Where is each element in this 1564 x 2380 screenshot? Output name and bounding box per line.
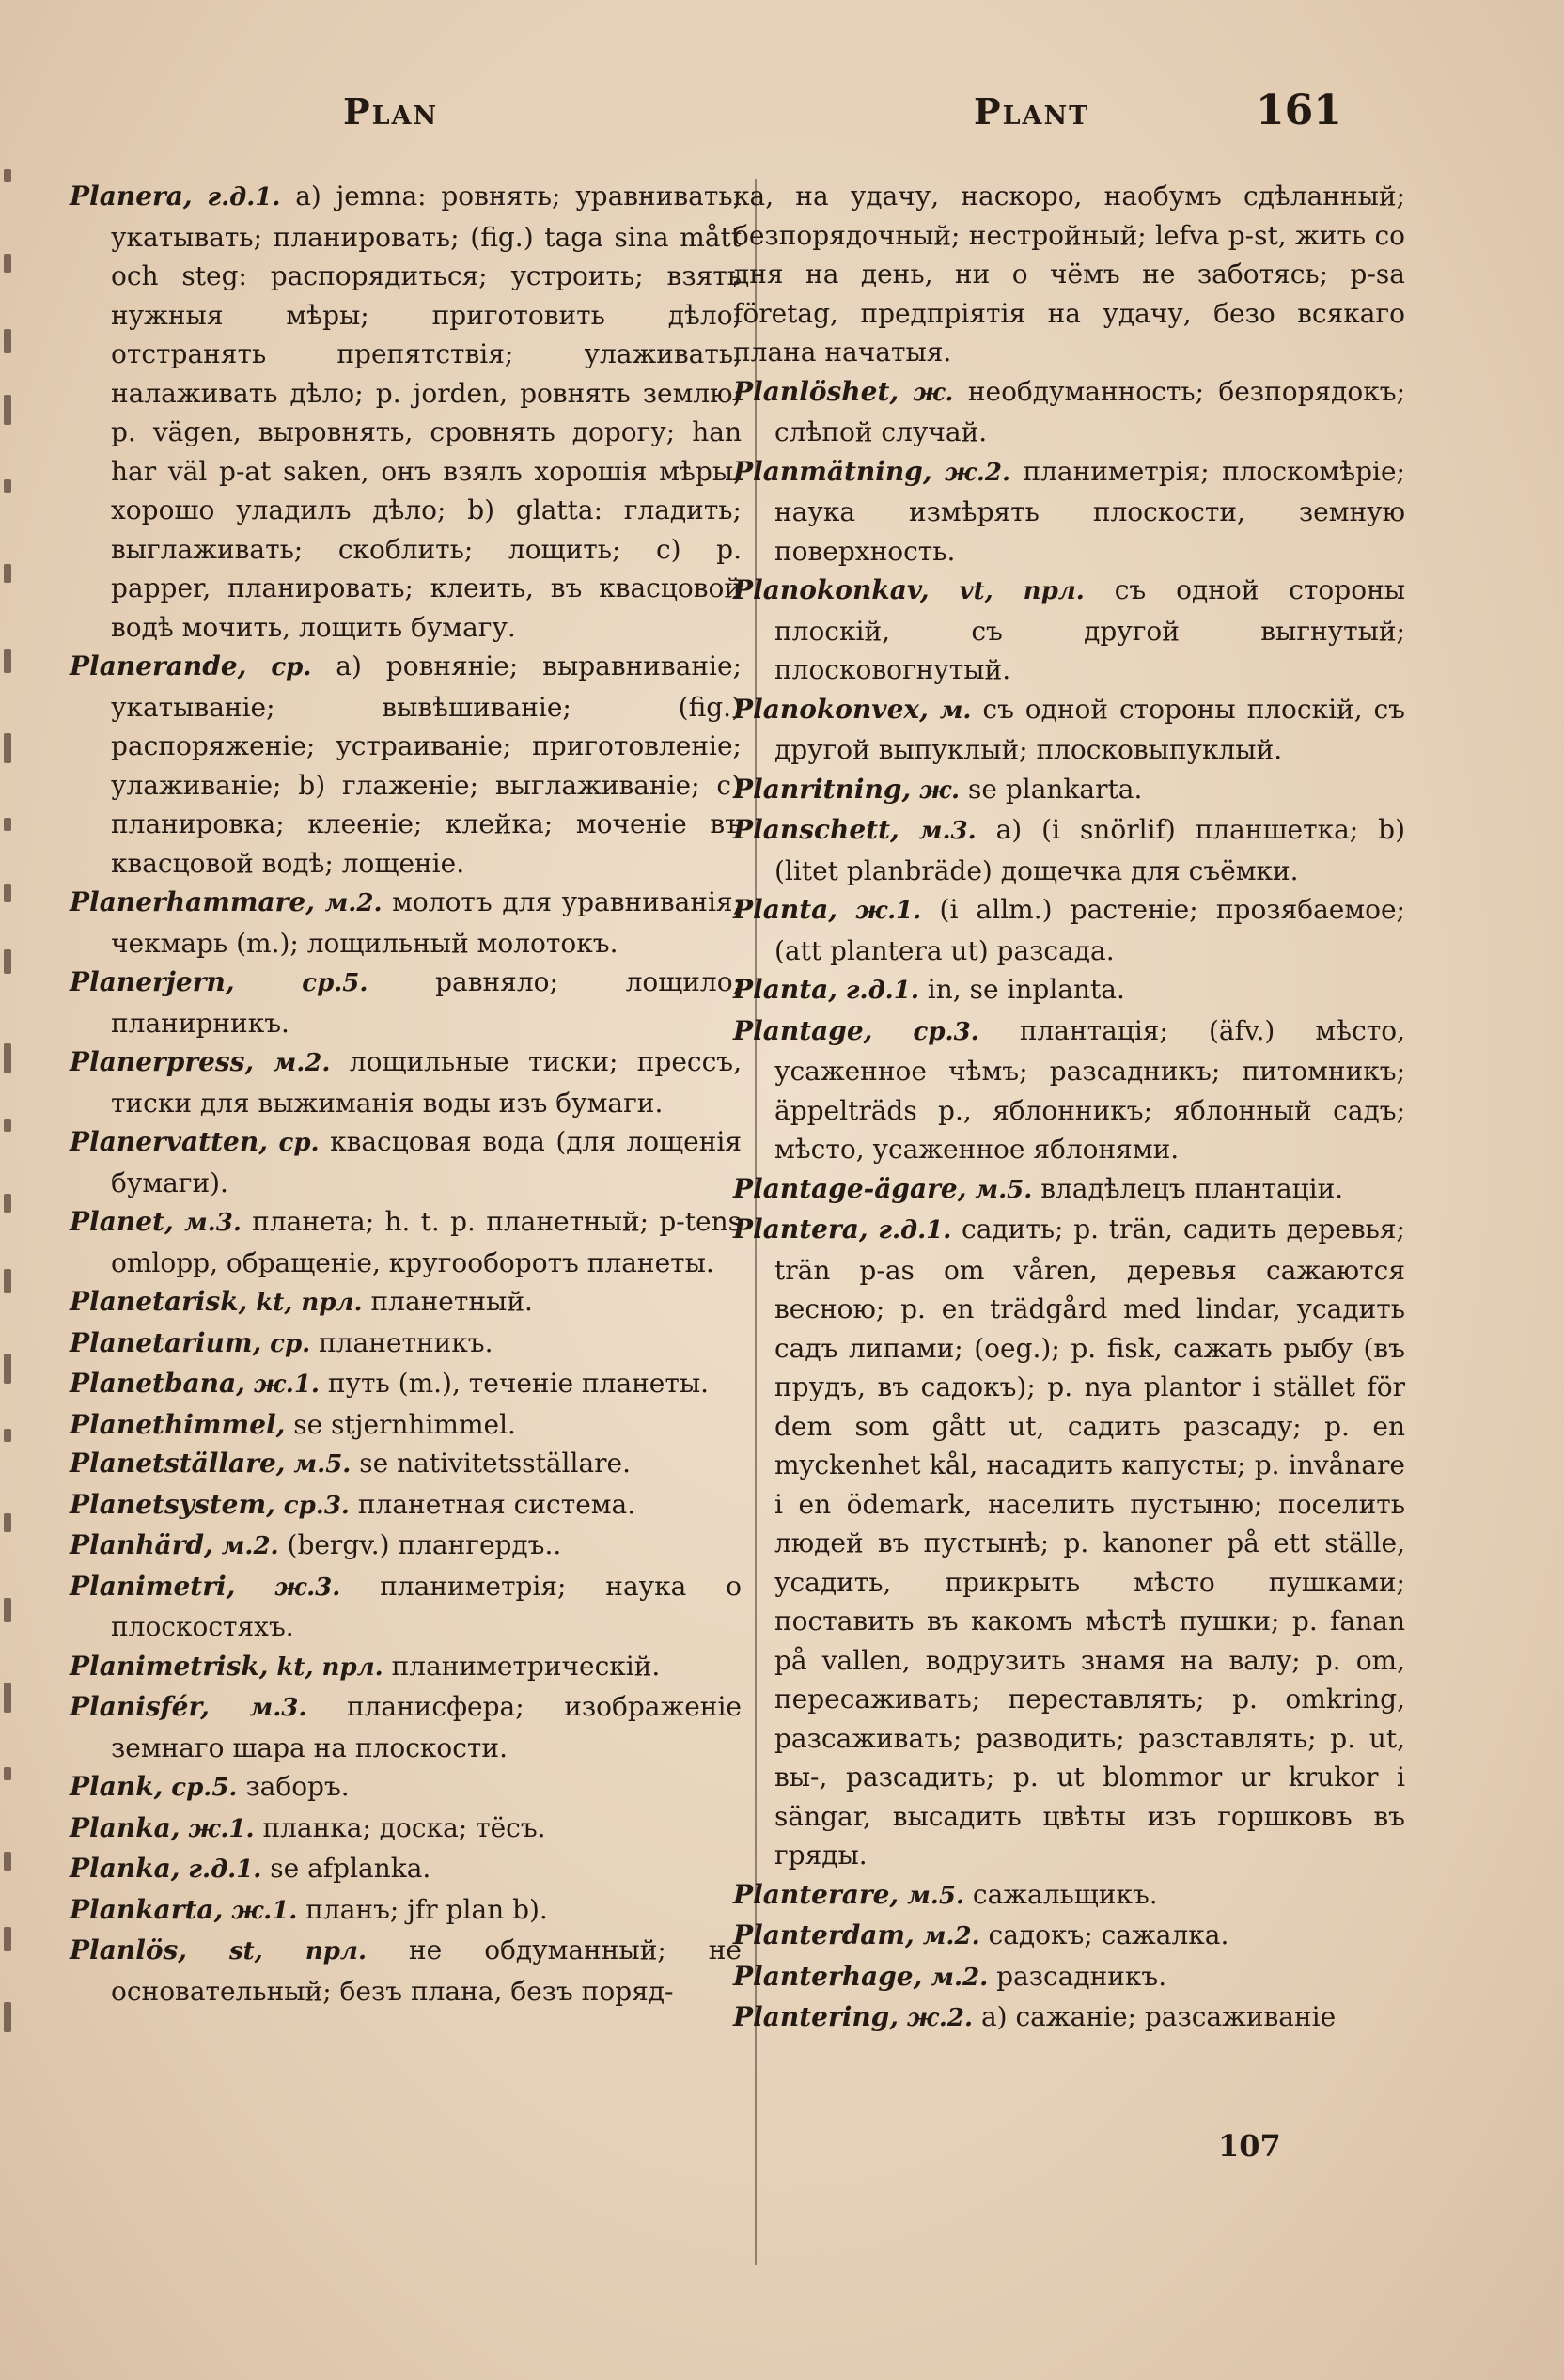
entry-definition: ка, на удачу, наскоро, наобумъ сдѣланный; безпорядочный; нестройный; lefva p-st, жить со дня на день, ни о чёмъ не заботясь; p-sa företag, предпріятія на удачу, безо всякаго плана начатыя. xyxy=(733,180,1405,368)
entry-definition: заборъ. xyxy=(245,1771,350,1802)
entry-headword: Planethimmel, xyxy=(70,1408,286,1440)
dictionary-entry xyxy=(733,1916,1405,1957)
edge-mark xyxy=(4,564,11,583)
edge-mark xyxy=(4,329,11,353)
entry-grammar: kt, прл. xyxy=(276,1652,383,1682)
entry-headword: Planerjern, xyxy=(70,966,235,997)
entry-grammar: м.5. xyxy=(907,1881,964,1910)
entry-headword: Planmätning, xyxy=(733,455,932,487)
dictionary-entry xyxy=(70,1890,742,1932)
entry-headword: Planisfér, xyxy=(70,1691,210,1722)
entry-definition: se stjernhimmel. xyxy=(293,1408,516,1440)
edge-mark xyxy=(4,395,11,425)
entry-grammar: м. xyxy=(939,696,972,725)
entry-headword: Plantera, xyxy=(733,1213,868,1245)
entry-headword: Plantering, xyxy=(733,2001,899,2032)
entry-definition: съ одной стороны плоскій, съ другой выгнутый; плосковогнутый. xyxy=(774,574,1406,685)
entry-grammar: ж.2. xyxy=(944,458,1011,487)
entry-grammar: м.3. xyxy=(918,817,977,845)
entry-grammar: ж.1. xyxy=(231,1896,298,1925)
entry-grammar: ж.2. xyxy=(906,2004,974,2032)
entry-definition: садить; p. trän, садить деревья; trän p-as om våren, деревья сажаются весною; p. en trädgård med lindar, усадить садъ липами; (oeg.); p. fisk, сажать рыбу (въ прудъ, въ садокъ); p. nya plantor i stället för dem som gått ut, садить разсаду; p. en myckenhet kål, насадить капусты; p. invånare i en ödemark, населить пустыню; поселить людей въ пустынѣ; p. kanoner på ett ställe, усадить, прикрыть мѣсто пушками; поставить въ какомъ мѣстѣ пушки; p. fanan på vallen, водрузить знамя на валу; p. om, пересаживать; переставлять; p. omkring, разсаживать; разводить; разставлять; p. ut, вы-, разсадить; p. ut blommor ur krukor i sängar, высадить цвѣты изъ горшковъ въ гряды. xyxy=(774,1213,1405,1871)
entry-definition: равняло; лощило; планирникъ. xyxy=(111,966,742,1039)
entry-definition: планиметрія; плоскомѣріе; наука измѣрять плоскости, земную поверхность. xyxy=(774,455,1405,567)
entry-grammar: г.д.1. xyxy=(188,1855,262,1884)
right-column xyxy=(733,177,1405,2039)
dictionary-entry xyxy=(70,883,742,963)
dictionary-entry xyxy=(70,1444,742,1485)
dictionary-entry xyxy=(70,1282,742,1323)
edge-mark xyxy=(4,649,11,673)
entry-definition: планисфера; изображеніе земнаго шара на плоскости. xyxy=(111,1691,742,1763)
edge-mark xyxy=(4,1269,11,1293)
edge-mark xyxy=(4,1513,11,1532)
edge-mark xyxy=(4,1043,11,1073)
entry-definition: молотъ для уравниванія; чекмарь (m.); лощильный молотокъ. xyxy=(111,886,742,959)
entry-grammar: м.2. xyxy=(922,1922,980,1950)
entry-definition: se afplanka. xyxy=(270,1853,431,1884)
dictionary-entry xyxy=(733,1957,1405,1998)
entry-headword: Planterdam, xyxy=(733,1919,915,1950)
entry-headword: Planterare, xyxy=(733,1878,899,1910)
entry-grammar: м.2. xyxy=(221,1532,279,1560)
entry-headword: Planschett, xyxy=(733,814,899,845)
entry-definition: плантація; (äfv.) мѣсто, усаженное чѣмъ; разсадникъ; питомникъ; äppelträds p., яблонникъ; яблонный садъ; мѣсто, усаженное яблонями. xyxy=(774,1014,1405,1165)
dictionary-entry xyxy=(733,452,1405,572)
entry-definition: владѣлецъ плантаціи. xyxy=(1040,1172,1344,1204)
entry-headword: Planta, xyxy=(733,974,838,1005)
entry-definition: (bergv.) плангердъ.. xyxy=(287,1529,562,1560)
dictionary-entry xyxy=(70,1485,742,1527)
edge-mark xyxy=(4,1598,11,1622)
dictionary-entry xyxy=(733,690,1405,770)
entry-definition: se nativitetsställare. xyxy=(359,1448,632,1479)
dictionary-entry xyxy=(733,890,1405,970)
entry-headword: Planerhammare, xyxy=(70,886,315,917)
entry-headword: Planterhage, xyxy=(733,1960,923,1992)
entry-headword: Planokonkav, xyxy=(733,574,930,605)
entry-definition: a) сажаніе; разсаживаніе xyxy=(980,2001,1337,2032)
entry-definition: планетникъ. xyxy=(319,1326,493,1358)
entry-definition: квасцовая вода (для лощенія бумаги). xyxy=(111,1126,742,1198)
entry-definition: (i allm.) растеніе; прозябаемое; (att plantera ut) разсада. xyxy=(774,894,1405,966)
running-head-right: Plant xyxy=(974,90,1090,133)
entry-headword: Planritning, xyxy=(733,773,912,805)
page-number: 161 xyxy=(1256,86,1342,134)
dictionary-entry xyxy=(70,1567,742,1647)
entry-headword: Planetsystem, xyxy=(70,1488,275,1520)
entry-grammar: ж. xyxy=(913,378,954,407)
entry-definition: in, se inplanta. xyxy=(927,974,1125,1005)
entry-definition: путь (m.), теченіе планеты. xyxy=(327,1368,710,1399)
dictionary-entry xyxy=(70,1849,742,1890)
entry-grammar: ж.1. xyxy=(188,1814,255,1843)
entry-headword: Planetbana, xyxy=(70,1368,245,1399)
dictionary-entry xyxy=(70,1122,742,1202)
entry-headword: Planerpress, xyxy=(70,1046,255,1077)
entry-grammar: м.3. xyxy=(183,1209,242,1237)
edge-mark xyxy=(4,884,11,902)
entry-definition: планиметрія; наука о плоскостяхъ. xyxy=(111,1570,743,1642)
entry-definition: планетная система. xyxy=(357,1488,636,1520)
dictionary-entry xyxy=(733,970,1405,1011)
entry-grammar: м.2. xyxy=(273,1049,331,1077)
signature-mark: 107 xyxy=(1218,2128,1281,2164)
edge-mark xyxy=(4,1429,11,1442)
entry-definition: планиметрическій. xyxy=(391,1650,661,1682)
edge-mark xyxy=(4,1354,11,1384)
dictionary-entry xyxy=(70,1202,742,1282)
entry-grammar: г.д.1. xyxy=(845,977,919,1005)
entry-definition: планка; доска; тёсъ. xyxy=(262,1811,546,1843)
entry-headword: Planokonvex, xyxy=(733,693,929,725)
dictionary-entry xyxy=(733,1875,1405,1917)
dictionary-entry xyxy=(733,1011,1405,1169)
entry-headword: Planetställare, xyxy=(70,1448,286,1479)
entry-grammar: м.2. xyxy=(324,889,383,917)
edge-mark xyxy=(4,1767,11,1780)
entry-grammar: ср.3. xyxy=(913,1017,979,1046)
entry-grammar: vt, прл. xyxy=(959,577,1085,605)
entry-headword: Planerande, xyxy=(70,650,247,681)
entry-definition: планетный. xyxy=(370,1286,533,1317)
entry-headword: Planlöshet, xyxy=(733,375,899,407)
dictionary-entry xyxy=(70,177,742,647)
dictionary-entry xyxy=(733,1169,1405,1211)
entry-headword: Planta, xyxy=(733,894,838,925)
entry-headword: Plank, xyxy=(70,1771,164,1802)
dictionary-entry xyxy=(70,1323,742,1365)
entry-definition: a) jemna: ровнять; уравнивать; укатывать; планировать; (fig.) taga sina mått och steg: распорядиться; устроить; взять нужныя мѣры; приготовить дѣло; отстранять препятствія; улаживать, налаживать дѣло; p. jorden, ровнять землю; p. vägen, выровнять, сровнять дорогу; han har väl p-at saken, онъ взялъ хорошія мѣры, хорошо уладилъ дѣло; b) glatta: гладить; выглаживать; скоблить; лощить; c) p. papper, планировать; клеить, въ квасцовой водѣ мочить, лощить бумагу. xyxy=(111,180,742,643)
entry-definition: разсадникъ. xyxy=(996,1960,1167,1992)
entry-headword: Planimetri, xyxy=(70,1570,236,1602)
entry-headword: Planetarium, xyxy=(70,1326,262,1358)
entry-definition: планета; h. t. p. планетный; p-tens omlopp, обращеніе, кругооборотъ планеты. xyxy=(111,1206,742,1278)
entry-grammar: ж.1. xyxy=(253,1370,320,1399)
entry-grammar: kt, прл. xyxy=(256,1289,363,1317)
entry-grammar: st, прл. xyxy=(229,1937,367,1965)
dictionary-entry xyxy=(733,770,1405,811)
dictionary-entry xyxy=(70,1647,742,1688)
entry-grammar: г.д.1. xyxy=(207,183,281,211)
dictionary-entry xyxy=(733,177,1405,372)
edge-mark xyxy=(4,1927,11,1951)
dictionary-entry xyxy=(70,1364,742,1405)
dictionary-entry xyxy=(70,1405,742,1445)
dictionary-entry xyxy=(70,647,742,883)
edge-mark xyxy=(4,1119,11,1132)
dictionary-entry xyxy=(70,1687,742,1767)
dictionary-entry xyxy=(70,1767,742,1808)
entry-headword: Plantage, xyxy=(733,1014,873,1046)
running-head-left: Plan xyxy=(343,90,439,133)
entry-definition: съ одной стороны плоскій, съ другой выпуклый; плосковыпуклый. xyxy=(774,693,1405,765)
dictionary-entry xyxy=(70,1931,742,2011)
entry-grammar: м.5. xyxy=(293,1450,352,1479)
entry-headword: Planet, xyxy=(70,1206,174,1237)
entry-headword: Plankarta, xyxy=(70,1893,224,1925)
entry-definition: планъ; jfr plan b). xyxy=(305,1893,548,1925)
edge-mark xyxy=(4,818,11,831)
dictionary-entry xyxy=(70,963,742,1042)
entry-headword: Planka, xyxy=(70,1811,180,1843)
entry-grammar: ср.3. xyxy=(283,1491,350,1520)
left-column xyxy=(70,177,742,2011)
edge-mark xyxy=(4,1683,11,1713)
dictionary-entry xyxy=(733,1210,1405,1875)
entry-definition: лощильные тиски; прессъ, тиски для выжиманія воды изъ бумаги. xyxy=(111,1046,743,1119)
edge-mark xyxy=(4,733,11,763)
dictionary-entry xyxy=(70,1526,742,1567)
page-edge-marks xyxy=(0,169,21,2030)
entry-headword: Planhärd, xyxy=(70,1529,213,1560)
edge-mark xyxy=(4,1852,11,1871)
entry-headword: Planlös, xyxy=(70,1934,188,1965)
entry-grammar: м.5. xyxy=(975,1175,1033,1204)
entry-headword: Planka, xyxy=(70,1853,180,1884)
edge-mark xyxy=(4,169,11,182)
entry-headword: Planimetrisk, xyxy=(70,1650,269,1682)
edge-mark xyxy=(4,1194,11,1213)
entry-headword: Planera, xyxy=(70,180,193,211)
entry-grammar: ср.5. xyxy=(171,1774,238,1802)
edge-mark xyxy=(4,479,11,493)
entry-grammar: г.д.1. xyxy=(878,1216,952,1245)
dictionary-entry xyxy=(733,571,1405,690)
dictionary-entry xyxy=(70,1042,742,1122)
entry-grammar: м.2. xyxy=(931,1963,989,1992)
entry-definition: сажальщикъ. xyxy=(972,1878,1158,1910)
entry-grammar: ж.3. xyxy=(274,1573,341,1602)
entry-headword: Planetarisk, xyxy=(70,1286,248,1317)
entry-grammar: ср. xyxy=(278,1129,320,1157)
entry-definition: садокъ; сажалка. xyxy=(988,1919,1229,1950)
entry-grammar: ж. xyxy=(919,775,961,805)
entry-definition: не обдуманный; не основательный; безъ плана, безъ поряд- xyxy=(111,1934,743,2007)
dictionary-entry xyxy=(733,1997,1405,2039)
entry-grammar: ср. xyxy=(271,653,312,681)
entry-definition: a) (i snörlif) планшетка; b) (litet planbräde) дощечка для съёмки. xyxy=(774,814,1406,886)
entry-grammar: м.3. xyxy=(249,1694,307,1722)
entry-headword: Plantage-ägare, xyxy=(733,1172,967,1204)
edge-mark xyxy=(4,2002,11,2032)
entry-grammar: ср. xyxy=(270,1329,311,1358)
edge-mark xyxy=(4,254,11,273)
edge-mark xyxy=(4,949,11,974)
entry-definition: необдуманность; безпорядокъ; слѣпой случай. xyxy=(774,375,1406,447)
entry-headword: Planervatten, xyxy=(70,1126,268,1157)
entry-definition: a) ровняніе; выравниваніе; укатываніе; вывѣшиваніе; (fig.) распоряженіе; устраиваніе; приготовленіе; улаживаніе; b) глаженіе; выглаживаніе; c) планировка; клееніе; клейка; моченіе въ квасцовой водѣ; лощеніе. xyxy=(111,650,743,879)
dictionary-entry xyxy=(733,810,1405,890)
dictionary-entry xyxy=(733,372,1405,452)
entry-grammar: ср.5. xyxy=(302,969,368,997)
entry-grammar: ж.1. xyxy=(855,897,922,925)
entry-definition: se plankarta. xyxy=(968,773,1143,805)
dictionary-entry xyxy=(70,1808,742,1850)
